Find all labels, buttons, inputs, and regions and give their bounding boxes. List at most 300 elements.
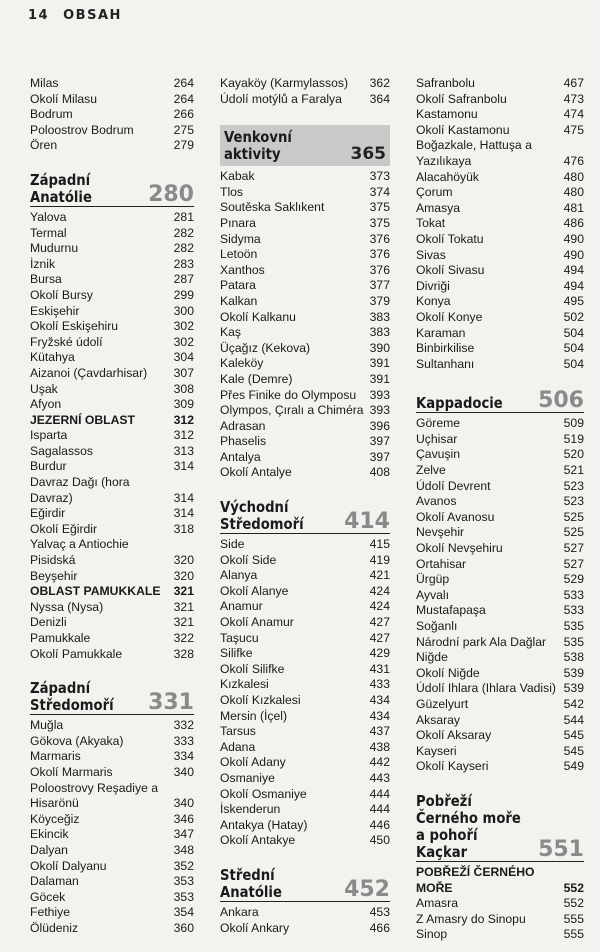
toc-entry[interactable] <box>220 615 390 631</box>
toc-entry-page: 480 <box>563 185 584 200</box>
toc-entry-name: Okolí Milasu <box>30 91 98 106</box>
section-page: 331 <box>148 690 194 716</box>
toc-entry[interactable] <box>416 865 584 896</box>
toc-entry-name: Okolí Kayseri <box>416 759 489 774</box>
toc-entry[interactable] <box>416 744 584 760</box>
toc-entry-page: 450 <box>369 833 390 848</box>
toc-entry[interactable] <box>30 350 194 366</box>
toc-entry[interactable] <box>220 771 390 787</box>
toc-entry-page: 490 <box>563 231 584 246</box>
toc-entry-name: Ayvalı <box>416 587 449 602</box>
toc-entry[interactable] <box>416 713 584 729</box>
toc-entry-name: Kabak <box>220 169 255 184</box>
toc-entry[interactable] <box>416 681 584 697</box>
toc-entry-name: Okolí Marmaris <box>30 764 113 779</box>
toc-entry-name: Kaş <box>220 325 242 340</box>
toc-entry[interactable] <box>30 859 194 875</box>
toc-entry-name: Soğanlı <box>416 619 458 633</box>
toc-entry[interactable] <box>220 200 390 216</box>
toc-entry-page: 309 <box>173 397 194 412</box>
toc-entry-page: 321 <box>173 584 194 599</box>
toc-entry-name: Mersin (İçel) <box>220 708 288 723</box>
toc-entry[interactable] <box>416 635 584 651</box>
toc-entry[interactable] <box>416 728 584 744</box>
toc-entry[interactable] <box>30 522 194 538</box>
toc-entry-page: 347 <box>173 827 194 842</box>
toc-entry-page: 555 <box>563 911 584 926</box>
toc-entry-page: 480 <box>563 169 584 184</box>
toc-entry-name: Bodrum <box>30 107 73 122</box>
toc-entry-page: 504 <box>563 341 584 356</box>
section-title: Pobřeží Černého moře a pohoří Kaçkar <box>416 791 521 861</box>
toc-entry-name: Národní park Ala Dağlar <box>416 634 547 649</box>
toc-entry[interactable] <box>416 463 584 479</box>
toc-entry-page: 523 <box>563 478 584 493</box>
toc-entry[interactable] <box>220 450 390 466</box>
toc-entry-name: Taşucu <box>220 630 259 645</box>
toc-column-3 <box>416 76 584 943</box>
toc-entry[interactable] <box>30 905 194 921</box>
toc-entry-page: 320 <box>173 568 194 583</box>
toc-entry-name: Údolí Devrent <box>416 478 491 493</box>
toc-entry-page: 321 <box>173 615 194 630</box>
toc-entry[interactable] <box>220 755 390 771</box>
toc-entry-page: 529 <box>563 572 584 587</box>
toc-entry[interactable] <box>416 912 584 928</box>
toc-entry-name: Uçhisar <box>416 431 458 446</box>
toc-entry[interactable] <box>30 319 194 335</box>
toc-entry-name: Kalkan <box>220 293 258 308</box>
toc-entry[interactable] <box>220 802 390 818</box>
section-heading[interactable] <box>220 499 390 534</box>
section-page: 280 <box>148 181 194 207</box>
toc-entry[interactable] <box>30 241 194 257</box>
toc-entry[interactable] <box>416 216 584 232</box>
toc-entry-page: 322 <box>173 631 194 645</box>
toc-entry-name: Okolí Adany <box>220 755 286 770</box>
section-heading[interactable] <box>220 125 390 166</box>
toc-entry-name: Okolí Niğde <box>416 665 480 680</box>
toc-entry-name: Yalvaç a Antiochie Pisidská <box>30 537 129 568</box>
toc-entry-page: 391 <box>369 371 390 386</box>
toc-entry[interactable] <box>416 107 584 123</box>
toc-entry-name: Adana <box>220 739 256 754</box>
toc-entry-name: Okolí Bursy <box>30 287 93 302</box>
toc-entry[interactable] <box>220 724 390 740</box>
toc-entry[interactable] <box>416 123 584 139</box>
toc-entry[interactable] <box>416 326 584 342</box>
toc-entry-name: Alanya <box>220 568 258 583</box>
toc-entry[interactable] <box>30 107 194 123</box>
toc-entry[interactable] <box>30 210 194 226</box>
toc-entry-name: Milas <box>30 76 59 90</box>
toc-entry-name: Çavuşin <box>416 447 461 462</box>
toc-entry[interactable] <box>30 413 194 429</box>
toc-entry-page: 393 <box>369 387 390 402</box>
toc-entry[interactable] <box>220 740 390 756</box>
section-heading[interactable] <box>30 172 194 207</box>
toc-entry-page: 542 <box>563 696 584 711</box>
toc-entry[interactable] <box>416 341 584 357</box>
toc-entry[interactable] <box>30 226 194 242</box>
toc-entry-name: Alacahöyük <box>416 169 480 184</box>
toc-entry-page: 523 <box>563 494 584 509</box>
toc-entry[interactable] <box>220 403 390 419</box>
toc-entry-name: Köyceğiz <box>30 811 80 826</box>
toc-entry-page: 552 <box>563 896 584 911</box>
toc-entry[interactable] <box>30 921 194 937</box>
toc-entry-name: Kaleköy <box>220 356 264 371</box>
toc-entry-name: Sultanhanı <box>416 356 475 371</box>
section-title: Střední Anatólie <box>220 865 282 901</box>
toc-entry-page: 545 <box>563 743 584 758</box>
toc-entry[interactable] <box>220 216 390 232</box>
toc-entry-name: Nyssa (Nysa) <box>30 599 104 614</box>
toc-entry[interactable] <box>30 749 194 765</box>
toc-entry-name: Phaselis <box>220 434 267 449</box>
toc-entry[interactable] <box>416 759 584 775</box>
toc-entry[interactable] <box>416 927 584 943</box>
toc-entry[interactable] <box>220 921 390 937</box>
toc-entry-name: Zelve <box>416 463 446 478</box>
toc-entry[interactable] <box>220 631 390 647</box>
toc-entry-page: 374 <box>369 184 390 199</box>
toc-entry-page: 264 <box>173 91 194 106</box>
toc-entry-page: 314 <box>173 459 194 474</box>
toc-entry-name: Yalova <box>30 209 67 224</box>
toc-entry[interactable] <box>416 263 584 279</box>
toc-entry[interactable] <box>220 263 390 279</box>
toc-entry-name: Divriği <box>416 278 450 293</box>
toc-entry[interactable] <box>416 416 584 432</box>
toc-entry[interactable] <box>220 693 390 709</box>
toc-entry-name: Poloostrov Bodrum <box>30 122 134 137</box>
toc-entry[interactable] <box>30 890 194 906</box>
toc-entry[interactable] <box>30 76 194 92</box>
toc-entry-name: Okolí Aksaray <box>416 728 492 743</box>
toc-entry[interactable] <box>220 388 390 404</box>
toc-entry-page: 467 <box>563 76 584 90</box>
toc-entry[interactable] <box>416 479 584 495</box>
toc-entry-page: 318 <box>173 521 194 536</box>
toc-entry[interactable] <box>30 812 194 828</box>
toc-entry[interactable] <box>416 170 584 186</box>
toc-entry-name: Bursa <box>30 272 62 287</box>
toc-entry[interactable] <box>220 325 390 341</box>
toc-entry[interactable] <box>416 557 584 573</box>
toc-entry[interactable] <box>30 475 194 506</box>
toc-entry-page: 415 <box>369 537 390 552</box>
toc-entry-page: 307 <box>173 365 194 380</box>
toc-entry[interactable] <box>30 600 194 616</box>
toc-entry-page: 287 <box>173 272 194 287</box>
toc-entry-name: Konya <box>416 294 451 309</box>
toc-entry[interactable] <box>220 434 390 450</box>
toc-entry-name: Pamukkale <box>30 631 91 645</box>
toc-entry-name: Pınara <box>220 215 256 230</box>
toc-entry-page: 383 <box>369 325 390 340</box>
toc-entry-name: Okolí Konye <box>416 309 483 324</box>
toc-entry-page: 434 <box>369 708 390 723</box>
toc-entry-page: 376 <box>369 262 390 277</box>
toc-entry-name: Isparta <box>30 428 68 443</box>
toc-entry[interactable] <box>416 294 584 310</box>
toc-entry[interactable] <box>30 288 194 304</box>
toc-entry[interactable] <box>416 232 584 248</box>
toc-entry-name: JEZERNÍ OBLAST <box>30 412 135 427</box>
toc-entry[interactable] <box>220 553 390 569</box>
toc-group <box>416 76 584 372</box>
toc-entry-page: 525 <box>563 509 584 524</box>
toc-entry-name: Göcek <box>30 889 66 904</box>
toc-entry[interactable] <box>220 169 390 185</box>
toc-entry[interactable] <box>416 525 584 541</box>
page-number: 14 <box>28 8 50 23</box>
toc-entry-name: Fethiye <box>30 905 70 920</box>
toc-entry-page: 264 <box>173 76 194 90</box>
toc-entry-page: 481 <box>563 200 584 215</box>
toc-entry-name: Okolí Kastamonu <box>416 122 510 137</box>
toc-entry-name: İskenderun <box>220 802 281 817</box>
toc-group <box>30 76 194 154</box>
section-heading[interactable] <box>416 793 584 862</box>
toc-entry[interactable] <box>416 92 584 108</box>
toc-entry-page: 377 <box>369 278 390 293</box>
toc-entry[interactable] <box>220 341 390 357</box>
toc-entry[interactable] <box>30 765 194 781</box>
toc-entry[interactable] <box>416 588 584 604</box>
toc-entry-name: Sivas <box>416 247 446 262</box>
toc-entry-page: 539 <box>563 665 584 680</box>
toc-entry[interactable] <box>416 510 584 526</box>
toc-entry-name: Okolí Sivasu <box>416 263 485 278</box>
toc-entry[interactable] <box>30 584 194 600</box>
toc-entry[interactable] <box>30 366 194 382</box>
toc-entry[interactable] <box>416 494 584 510</box>
toc-entry-page: 431 <box>369 661 390 676</box>
toc-entry[interactable] <box>416 572 584 588</box>
toc-entry-page: 434 <box>369 693 390 707</box>
toc-entry[interactable] <box>30 781 194 812</box>
toc-entry-page: 302 <box>173 319 194 334</box>
toc-entry[interactable] <box>416 432 584 448</box>
page-title: OBSAH <box>63 8 122 23</box>
section-heading[interactable] <box>30 680 194 715</box>
toc-entry-page: 346 <box>173 811 194 826</box>
toc-entry-name: Okolí Safranbolu <box>416 91 507 106</box>
toc-entry-name: Poloostrovy Reşadiye a Hisarönü <box>30 780 159 811</box>
toc-entry-page: 520 <box>563 447 584 462</box>
toc-entry[interactable] <box>220 356 390 372</box>
toc-entry-page: 486 <box>563 216 584 231</box>
toc-entry-name: Antalya <box>220 449 261 464</box>
toc-entry-page: 376 <box>369 247 390 262</box>
toc-entry-name: Muğla <box>30 718 64 733</box>
toc-entry-page: 504 <box>563 356 584 371</box>
toc-entry[interactable] <box>220 232 390 248</box>
toc-entry[interactable] <box>220 294 390 310</box>
toc-entry-page: 408 <box>369 465 390 480</box>
toc-entry-page: 312 <box>173 412 194 427</box>
toc-entry[interactable] <box>416 896 584 912</box>
toc-entry[interactable] <box>416 201 584 217</box>
toc-entry[interactable] <box>30 397 194 413</box>
toc-entry-page: 353 <box>173 874 194 889</box>
toc-entry[interactable] <box>30 874 194 890</box>
toc-entry[interactable] <box>30 335 194 351</box>
toc-entry[interactable] <box>30 615 194 631</box>
toc-entry-name: Okolí Tokatu <box>416 231 484 246</box>
toc-entry[interactable] <box>30 123 194 139</box>
toc-entry[interactable] <box>220 599 390 615</box>
toc-entry-name: Okolí Nevşehiru <box>416 541 503 556</box>
section-title: Kappadocie <box>416 394 503 413</box>
toc-entry-name: Soutěska Saklıkent <box>220 200 325 215</box>
toc-entry-page: 393 <box>369 403 390 418</box>
toc-entry-name: Gökova (Akyaka) <box>30 733 124 748</box>
toc-entry[interactable] <box>30 647 194 663</box>
toc-entry[interactable] <box>416 279 584 295</box>
toc-entry-name: Ankara <box>220 904 259 919</box>
toc-entry-name: Okolí Side <box>220 552 277 567</box>
toc-entry-name: Eğirdir <box>30 506 66 521</box>
toc-entry-page: 453 <box>369 904 390 919</box>
toc-entry[interactable] <box>220 818 390 834</box>
toc-entry-page: 308 <box>173 381 194 396</box>
toc-entry-name: Okolí Dalyanu <box>30 858 107 873</box>
toc-entry-page: 473 <box>563 91 584 106</box>
toc-entry[interactable] <box>30 428 194 444</box>
toc-entry[interactable] <box>30 734 194 750</box>
toc-entry[interactable] <box>30 537 194 568</box>
toc-entry[interactable] <box>30 138 194 154</box>
section-page: 551 <box>538 836 584 862</box>
toc-entry[interactable] <box>416 541 584 557</box>
toc-entry[interactable] <box>220 646 390 662</box>
toc-entry-name: Uşak <box>30 381 58 396</box>
toc-entry[interactable] <box>416 310 584 326</box>
toc-entry-page: 419 <box>369 552 390 567</box>
toc-entry-name: Safranbolu <box>416 76 475 90</box>
toc-entry[interactable] <box>30 843 194 859</box>
toc-entry[interactable] <box>30 382 194 398</box>
toc-entry[interactable] <box>416 248 584 264</box>
toc-entry[interactable] <box>220 185 390 201</box>
toc-entry-name: Okolí Osmaniye <box>220 786 307 801</box>
toc-entry-page: 549 <box>563 759 584 774</box>
toc-entry[interactable] <box>220 76 390 92</box>
toc-column-1 <box>30 76 194 937</box>
toc-entry-page: 299 <box>173 287 194 302</box>
toc-entry[interactable] <box>30 569 194 585</box>
toc-entry-name: Osmaniye <box>220 770 275 785</box>
toc-entry-page: 476 <box>563 153 584 168</box>
toc-group <box>220 905 390 936</box>
toc-entry-name: Antakya (Hatay) <box>220 817 308 832</box>
toc-entry-name: Okolí Anamur <box>220 615 294 630</box>
toc-entry[interactable] <box>416 357 584 373</box>
toc-entry-page: 373 <box>369 169 390 184</box>
toc-entry[interactable] <box>220 677 390 693</box>
toc-entry-page: 360 <box>173 920 194 935</box>
toc-entry-page: 312 <box>173 428 194 443</box>
toc-entry[interactable] <box>416 185 584 201</box>
toc-entry[interactable] <box>416 697 584 713</box>
toc-entry[interactable] <box>30 827 194 843</box>
toc-entry-page: 544 <box>563 712 584 727</box>
toc-entry-name: Okolí Kalkanu <box>220 309 296 324</box>
toc-entry-page: 552 <box>563 880 584 895</box>
toc-entry[interactable] <box>220 419 390 435</box>
toc-entry[interactable] <box>220 584 390 600</box>
toc-entry[interactable] <box>30 506 194 522</box>
toc-entry[interactable] <box>220 833 390 849</box>
toc-entry[interactable] <box>416 447 584 463</box>
toc-entry[interactable] <box>30 304 194 320</box>
toc-entry-name: Karaman <box>416 325 466 340</box>
toc-entry[interactable] <box>220 787 390 803</box>
toc-entry-name: Eskişehir <box>30 303 80 318</box>
toc-entry-page: 535 <box>563 634 584 649</box>
toc-entry[interactable] <box>220 278 390 294</box>
toc-group <box>416 865 584 943</box>
toc-entry[interactable] <box>30 92 194 108</box>
toc-entry-page: 364 <box>369 91 390 106</box>
toc-entry-name: POBŘEŽÍ ČERNÉHO MOŘE <box>416 864 535 895</box>
toc-entry-page: 376 <box>369 231 390 246</box>
toc-entry[interactable] <box>30 272 194 288</box>
toc-entry-name: Aizanoi (Çavdarhisar) <box>30 365 148 380</box>
toc-entry-name: Amasra <box>416 896 458 911</box>
toc-entry[interactable] <box>220 247 390 263</box>
toc-entry-page: 375 <box>369 215 390 230</box>
toc-entry-page: 314 <box>173 490 194 505</box>
section-heading[interactable] <box>416 390 584 413</box>
toc-entry[interactable] <box>416 138 584 169</box>
toc-entry[interactable] <box>220 310 390 326</box>
toc-entry-page: 527 <box>563 556 584 571</box>
toc-entry-name: Dalaman <box>30 874 79 889</box>
toc-entry[interactable] <box>416 76 584 92</box>
toc-entry[interactable] <box>220 537 390 553</box>
toc-entry-name: Okolí Ankary <box>220 920 290 935</box>
section-heading[interactable] <box>220 867 390 902</box>
toc-entry[interactable] <box>220 465 390 481</box>
toc-entry[interactable] <box>220 92 390 108</box>
toc-entry-page: 443 <box>369 770 390 785</box>
toc-entry[interactable] <box>416 603 584 619</box>
toc-entry-name: Sagalassos <box>30 443 94 458</box>
toc-entry[interactable] <box>30 257 194 273</box>
toc-entry[interactable] <box>220 662 390 678</box>
toc-entry-page: 437 <box>369 724 390 739</box>
toc-entry[interactable] <box>220 905 390 921</box>
toc-entry-page: 353 <box>173 889 194 904</box>
toc-entry[interactable] <box>30 444 194 460</box>
toc-entry[interactable] <box>30 631 194 647</box>
toc-entry[interactable] <box>416 666 584 682</box>
toc-entry[interactable] <box>220 372 390 388</box>
toc-entry[interactable] <box>30 718 194 734</box>
toc-entry-page: 466 <box>369 920 390 935</box>
toc-entry-page: 444 <box>369 786 390 801</box>
toc-entry[interactable] <box>220 709 390 725</box>
toc-entry[interactable] <box>30 459 194 475</box>
toc-entry-name: Mudurnu <box>30 241 79 256</box>
toc-entry[interactable] <box>220 568 390 584</box>
toc-entry[interactable] <box>416 619 584 635</box>
toc-entry[interactable] <box>416 650 584 666</box>
